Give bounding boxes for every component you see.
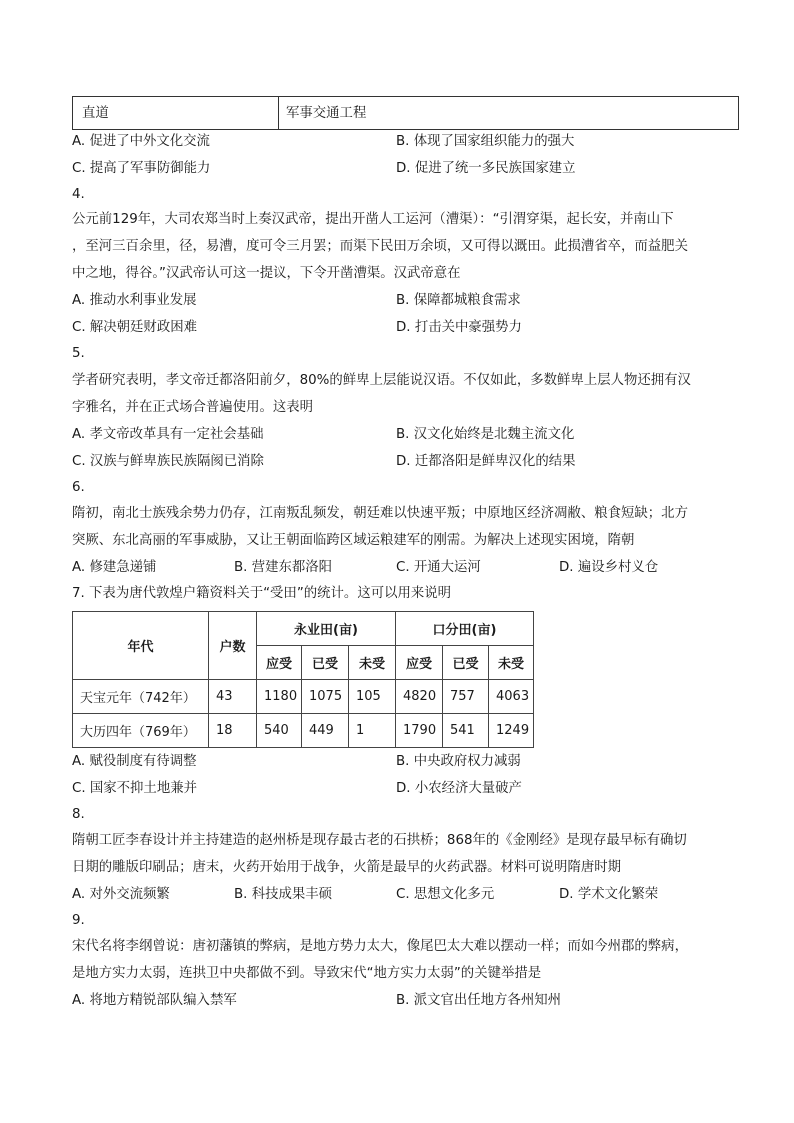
q8-number: 8. bbox=[72, 807, 85, 822]
q3-option-d: D. 促进了统一多民族国家建立 bbox=[396, 161, 576, 176]
table-cell: 43 bbox=[209, 680, 257, 714]
header-era: 年代 bbox=[73, 612, 209, 680]
q4-option-a: A. 推动水利事业发展 bbox=[72, 293, 197, 308]
table-cell: 大历四年（769年） bbox=[73, 714, 209, 748]
subheader-cell: 应受 bbox=[257, 646, 302, 680]
q6-option-c: C. 开通大运河 bbox=[396, 560, 481, 575]
q7-stem: 7. 下表为唐代敦煌户籍资料关于“受田”的统计。这可以用来说明 bbox=[72, 586, 452, 601]
q4-option-b: B. 保障都城粮食需求 bbox=[396, 293, 521, 308]
q3-option-c: C. 提高了军事防御能力 bbox=[72, 161, 211, 176]
q4-stem-line-1: 公元前129年，大司农郑当时上奏汉武帝，提出开凿人工运河（漕渠）：“引渭穿渠，起长安，并南山下 bbox=[72, 212, 674, 227]
q9-stem-line-2: 是地方实力太弱，连拱卫中央都做不到。导致宋代“地方实力太弱”的关键举措是 bbox=[72, 966, 542, 981]
table-cell: 757 bbox=[443, 680, 489, 714]
q7-option-b: B. 中央政府权力减弱 bbox=[396, 754, 521, 769]
subheader-cell: 已受 bbox=[302, 646, 349, 680]
top-table-fragment bbox=[72, 96, 739, 130]
table-cell: 1 bbox=[349, 714, 396, 748]
table-cell: 1249 bbox=[489, 714, 534, 748]
table-row bbox=[73, 680, 534, 714]
subheader-cell: 未受 bbox=[489, 646, 534, 680]
table-cell: 449 bbox=[302, 714, 349, 748]
q8-option-c: C. 思想文化多元 bbox=[396, 887, 495, 902]
q5-option-d: D. 迁都洛阳是鲜卑汉化的结果 bbox=[396, 454, 576, 469]
table-cell: 540 bbox=[257, 714, 302, 748]
table-header-row bbox=[73, 612, 534, 646]
q9-number: 9. bbox=[72, 913, 85, 928]
q8-option-b: B. 科技成果丰硕 bbox=[234, 887, 333, 902]
q5-option-b: B. 汉文化始终是北魏主流文化 bbox=[396, 427, 575, 442]
q9-option-a: A. 将地方精锐部队编入禁军 bbox=[72, 993, 237, 1008]
header-koufen-field: 口分田(亩) bbox=[396, 612, 534, 646]
q4-number: 4. bbox=[72, 187, 85, 202]
table-cell: 105 bbox=[349, 680, 396, 714]
q5-stem-line-2: 字雅名，并在正式场合普遍使用。这表明 bbox=[72, 400, 314, 415]
q5-option-c: C. 汉族与鲜卑族民族隔阂已消除 bbox=[72, 454, 264, 469]
table-cell: 1790 bbox=[396, 714, 443, 748]
table-cell: 1180 bbox=[257, 680, 302, 714]
q4-option-c: C. 解决朝廷财政困难 bbox=[72, 320, 197, 335]
q8-stem-line-2: 日期的雕版印刷品；唐末，火药开始用于战争，火箭是最早的火药武器。材料可说明隋唐时期 bbox=[72, 860, 622, 875]
q8-stem-line-1: 隋朝工匠李春设计并主持建造的赵州桥是现存最古老的石拱桥；868年的《金刚经》是现存最早标有确切 bbox=[72, 833, 687, 848]
q6-option-a: A. 修建急递铺 bbox=[72, 560, 157, 575]
q3-option-b: B. 体现了国家组织能力的强大 bbox=[396, 134, 575, 149]
q6-stem-line-1: 隋初，南北士族残余势力仍存，江南叛乱频发，朝廷难以快速平叛；中原地区经济凋敝、粮食短缺；北方 bbox=[72, 506, 688, 521]
q6-option-b: B. 营建东都洛阳 bbox=[234, 560, 333, 575]
q6-option-d: D. 遍设乡村义仓 bbox=[559, 560, 659, 575]
cell-text-zhidao: 直道 bbox=[82, 106, 109, 121]
q5-option-a: A. 孝文帝改革具有一定社会基础 bbox=[72, 427, 264, 442]
q7-option-a: A. 赋役制度有待调整 bbox=[72, 754, 197, 769]
q4-stem-line-2: ，至河三百余里，径，易漕，度可令三月罢；而渠下民田万余顷，又可得以溉田。此损漕省卒，而益肥关 bbox=[72, 239, 688, 254]
header-households: 户数 bbox=[209, 612, 257, 680]
table-cell: 天宝元年（742年） bbox=[73, 680, 209, 714]
header-yongye-field: 永业田(亩) bbox=[257, 612, 396, 646]
subheader-cell: 未受 bbox=[349, 646, 396, 680]
table-cell: 1075 bbox=[302, 680, 349, 714]
q9-stem-line-1: 宋代名将李纲曾说：唐初藩镇的弊病，是地方势力太大，像尾巴太大难以摆动一样；而如今州郡的弊病， bbox=[72, 939, 688, 954]
subheader-cell: 已受 bbox=[443, 646, 489, 680]
q6-number: 6. bbox=[72, 480, 85, 495]
q4-stem-line-3: 中之地，得谷。”汉武帝认可这一提议，下令开凿漕渠。汉武帝意在 bbox=[72, 266, 461, 281]
household-land-table bbox=[72, 611, 534, 748]
table-cell: 541 bbox=[443, 714, 489, 748]
q7-option-c: C. 国家不抑土地兼并 bbox=[72, 781, 197, 796]
q3-option-a: A. 促进了中外文化交流 bbox=[72, 134, 210, 149]
q6-stem-line-2: 突厥、东北高丽的军事威胁，又让王朝面临跨区域运粮建军的刚需。为解决上述现实困境，隋朝 bbox=[72, 533, 635, 548]
cell-text-military-engineering: 军事交通工程 bbox=[286, 106, 367, 121]
table-cell: 4063 bbox=[489, 680, 534, 714]
q5-number: 5. bbox=[72, 346, 85, 361]
q7-option-d: D. 小农经济大量破产 bbox=[396, 781, 522, 796]
q8-option-a: A. 对外交流频繁 bbox=[72, 887, 170, 902]
table-row bbox=[73, 714, 534, 748]
table-cell: 4820 bbox=[396, 680, 443, 714]
table-cell: 18 bbox=[209, 714, 257, 748]
q5-stem-line-1: 学者研究表明，孝文帝迁都洛阳前夕，80%的鲜卑上层能说汉语。不仅如此，多数鲜卑上层人物还拥有汉 bbox=[72, 373, 691, 388]
q8-option-d: D. 学术文化繁荣 bbox=[559, 887, 659, 902]
subheader-cell: 应受 bbox=[396, 646, 443, 680]
q9-option-b: B. 派文官出任地方各州知州 bbox=[396, 993, 561, 1008]
q4-option-d: D. 打击关中豪强势力 bbox=[396, 320, 522, 335]
